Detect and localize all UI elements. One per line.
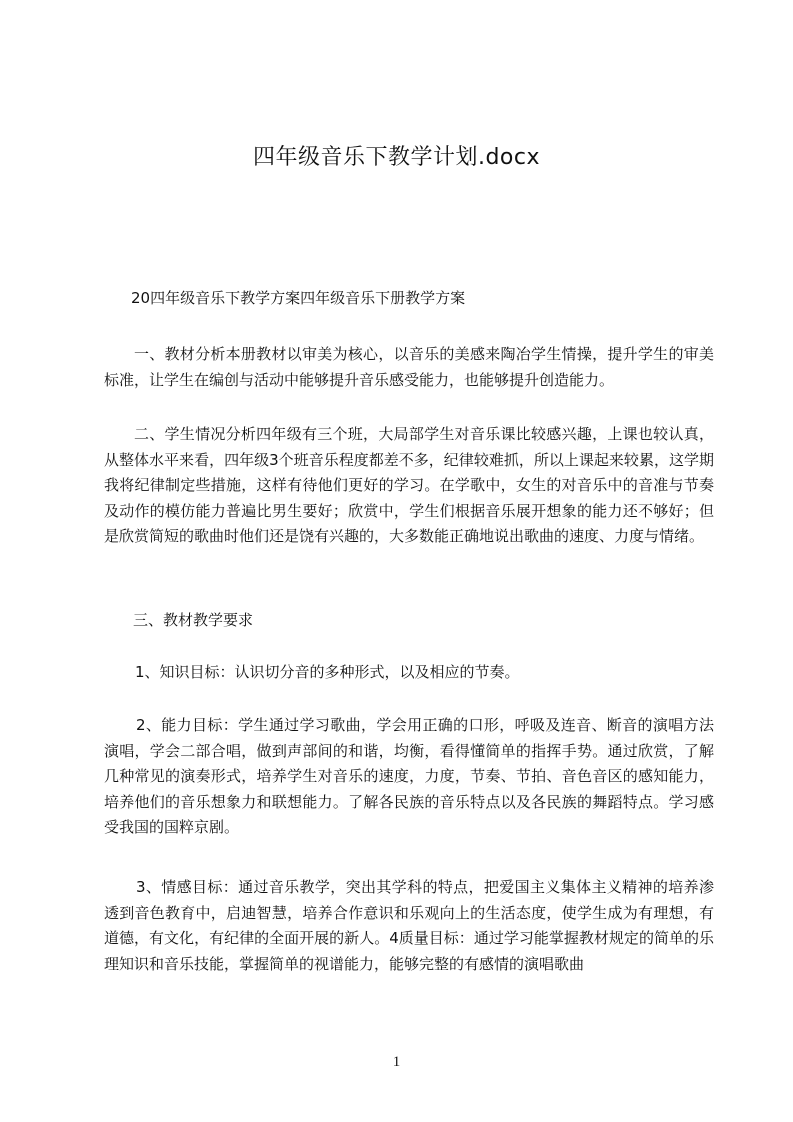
intro-paragraph: 20四年级音乐下教学方案四年级音乐下册教学方案 xyxy=(131,289,466,307)
knowledge-goal-paragraph: 1、知识目标：认识切分音的多种形式，以及相应的节奏。 xyxy=(135,663,520,681)
document-title: 四年级音乐下教学计划.docx xyxy=(252,145,541,170)
ability-goal-paragraph: 2、能力目标：学生通过学习歌曲，学会用正确的口形，呼吸及连音、断音的演唱方法演唱，学会二部合唱，做到声部间的和谐，均衡，看得懂简单的指挥手势。通过欣赏，了解几种常见的演奏形式，培养学生对音乐的速度，力度，节奏、节拍、音色音区的感知能力，培养他们的音乐想象力和联想能力。了解各民族的音乐特点以及各民族的舞蹈特点。学习感受我国的国粹京剧。 xyxy=(104,716,714,836)
emotion-goal-paragraph: 3、情感目标：通过音乐教学，突出其学科的特点，把爱国主义集体主义精神的培养渗透到音色教育中，启迪智慧，培养合作意识和乐观向上的生活态度，使学生成为有理想，有道德，有文化，有纪律的全面开展的新人。4质量目标：通过学习能掌握教材规定的简单的乐理知识和音乐技能，掌握简单的视谱能力，能够完整的有感情的演唱歌曲 xyxy=(104,878,714,973)
page-number: 1 xyxy=(392,1054,401,1070)
textbook-analysis-paragraph: 一、教材分析本册教材以审美为核心，以音乐的美感来陶冶学生情操，提升学生的审美标准，让学生在编创与活动中能够提升音乐感受能力，也能够提升创造能力。 xyxy=(104,345,714,389)
teaching-requirements-heading: 三、教材教学要求 xyxy=(133,611,254,629)
student-analysis-paragraph: 二、学生情况分析四年级有三个班，大局部学生对音乐课比较感兴趣，上课也较认真，从整体水平来看，四年级3个班音乐程度都差不多，纪律较难抓，所以上课起来较累，这学期我将纪律制定些措施，这样有待他们更好的学习。在学歌中，女生的对音乐中的音准与节奏及动作的模仿能力普遍比男生要好；欣赏中，学生们根据音乐展开想象的能力还不够好；但是欣赏简短的歌曲时他们还是饶有兴趣的，大多数能正确地说出歌曲的速度、力度与情绪。 xyxy=(104,425,714,545)
